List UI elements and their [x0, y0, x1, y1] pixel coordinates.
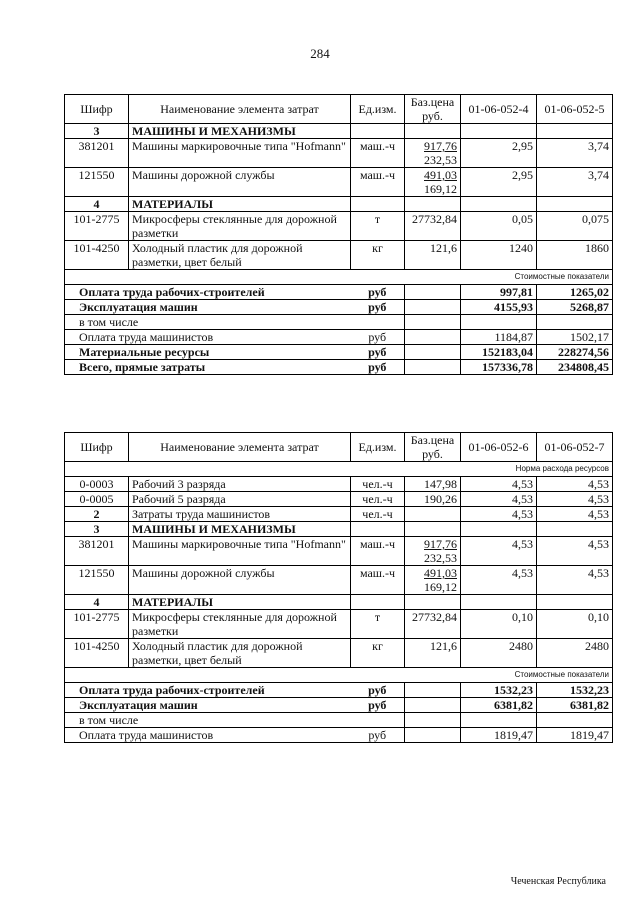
resource-norm-b: 4,53 [537, 537, 613, 566]
resource-norm-a: 0,10 [461, 610, 537, 639]
summary-unit: руб [351, 360, 405, 375]
resource-unit: кг [351, 639, 405, 668]
empty-cell [405, 345, 461, 360]
empty-cell [405, 728, 461, 743]
base-price-cell [405, 639, 461, 668]
section-header-row [65, 595, 613, 610]
resource-row [65, 639, 613, 668]
header-name: Наименование элемента затрат [129, 95, 351, 124]
resource-unit: т [351, 212, 405, 241]
empty-cell [405, 507, 461, 522]
resource-name: Машины маркировочные типа "Hofmann" [129, 139, 351, 168]
empty-cell [351, 595, 405, 610]
empty-cell [461, 522, 537, 537]
resource-name: Микросферы стеклянные для дорожной разметки [129, 212, 351, 241]
summary-value-b: 6381,82 [537, 698, 613, 713]
base-price-cell [405, 212, 461, 241]
empty-cell [461, 197, 537, 212]
resource-unit: маш.-ч [351, 139, 405, 168]
resource-name: Машины дорожной службы [129, 566, 351, 595]
empty-cell [351, 522, 405, 537]
summary-value-a [461, 713, 537, 728]
summary-value-b [537, 713, 613, 728]
base-price-value: 147,98 [405, 477, 461, 492]
summary-value-b: 234808,45 [537, 360, 613, 375]
summary-label: Оплата труда машинистов [65, 330, 351, 345]
summary-row [65, 360, 613, 375]
resource-name: Холодный пластик для дорожной разметки, цвет белый [129, 241, 351, 270]
resource-code: 381201 [65, 139, 129, 168]
summary-value-b: 228274,56 [537, 345, 613, 360]
summary-value-a: 997,81 [461, 285, 537, 300]
summary-unit [351, 315, 405, 330]
resource-name: Рабочий 5 разряда [129, 492, 351, 507]
footer-region: Чеченская Республика [510, 876, 606, 887]
resource-unit: маш.-ч [351, 537, 405, 566]
resource-unit: т [351, 610, 405, 639]
resource-unit: чел.-ч [351, 507, 405, 522]
resource-norm-b: 4,53 [537, 477, 613, 492]
resource-row [65, 168, 613, 197]
summary-value-a: 1532,23 [461, 683, 537, 698]
empty-cell [405, 197, 461, 212]
summary-value-b [537, 315, 613, 330]
base-price-sub-value: 169,12 [424, 580, 457, 594]
empty-cell [461, 595, 537, 610]
resource-norm-a: 2480 [461, 639, 537, 668]
summary-label: Эксплуатация машин [65, 300, 351, 315]
summary-unit: руб [351, 683, 405, 698]
header-base-price: Баз.цена руб. [405, 433, 461, 462]
section-header-row [65, 124, 613, 139]
base-price-value: 491,03 [424, 168, 457, 182]
resource-norm-b: 4,53 [537, 507, 613, 522]
table-header-row [65, 95, 613, 124]
summary-value-b: 1502,17 [537, 330, 613, 345]
summary-label: в том числе [65, 315, 351, 330]
section-title: МАШИНЫ И МЕХАНИЗМЫ [129, 522, 351, 537]
summary-row [65, 713, 613, 728]
summary-row [65, 345, 613, 360]
empty-cell [405, 595, 461, 610]
resource-unit: маш.-ч [351, 168, 405, 197]
section-header-row [65, 522, 613, 537]
summary-label: Всего, прямые затраты [65, 360, 351, 375]
resource-norm-b: 4,53 [537, 492, 613, 507]
resource-row [65, 212, 613, 241]
resource-code: 101-2775 [65, 212, 129, 241]
summary-row [65, 300, 613, 315]
base-price-value: 121,6 [430, 639, 457, 653]
base-price-value: 917,76 [424, 537, 457, 551]
band-row [65, 668, 613, 683]
page-number: 284 [310, 46, 330, 61]
section-number: 4 [65, 595, 129, 610]
summary-label: Оплата труда рабочих-строителей [65, 285, 351, 300]
machinist-labor-row [65, 507, 613, 522]
resource-norm-b: 0,075 [537, 212, 613, 241]
resource-code: 0-0003 [65, 477, 129, 492]
base-price-cell [405, 537, 461, 566]
resource-code: 381201 [65, 537, 129, 566]
base-price-value: 917,76 [424, 139, 457, 153]
summary-value-b: 1532,23 [537, 683, 613, 698]
summary-row [65, 683, 613, 698]
empty-cell [351, 197, 405, 212]
resource-norm-a: 4,53 [461, 537, 537, 566]
resource-name: Микросферы стеклянные для дорожной разметки [129, 610, 351, 639]
base-price-value: 491,03 [424, 566, 457, 580]
section-title: МАТЕРИАЛЫ [129, 197, 351, 212]
empty-cell [405, 683, 461, 698]
header-code: Шифр [65, 95, 129, 124]
resource-name: Холодный пластик для дорожной разметки, цвет белый [129, 639, 351, 668]
resource-norm-b: 2480 [537, 639, 613, 668]
resource-table-1 [64, 94, 613, 375]
resource-norm-a: 2,95 [461, 168, 537, 197]
summary-value-b: 1265,02 [537, 285, 613, 300]
resource-row [65, 610, 613, 639]
section-title: МАТЕРИАЛЫ [129, 595, 351, 610]
summary-label: Эксплуатация машин [65, 698, 351, 713]
summary-row [65, 315, 613, 330]
summary-value-a: 157336,78 [461, 360, 537, 375]
header-base-price: Баз.цена руб. [405, 95, 461, 124]
summary-label: Оплата труда машинистов [65, 728, 351, 743]
band-label: Норма расхода ресурсов [65, 462, 613, 477]
header-col-b: 01-06-052-7 [537, 433, 613, 462]
summary-value-a: 4155,93 [461, 300, 537, 315]
empty-cell [537, 124, 613, 139]
resource-norm-b: 0,10 [537, 610, 613, 639]
resource-norm-a: 4,53 [461, 492, 537, 507]
summary-unit: руб [351, 330, 405, 345]
resource-unit: маш.-ч [351, 566, 405, 595]
resource-norm-b: 3,74 [537, 139, 613, 168]
summary-unit: руб [351, 300, 405, 315]
resource-norm-a: 4,53 [461, 566, 537, 595]
resource-norm-a: 4,53 [461, 507, 537, 522]
header-code: Шифр [65, 433, 129, 462]
header-col-a: 01-06-052-4 [461, 95, 537, 124]
summary-row [65, 285, 613, 300]
base-price-sub-value: 232,53 [424, 551, 457, 565]
summary-unit: руб [351, 345, 405, 360]
base-price-cell [405, 139, 461, 168]
summary-value-a: 1184,87 [461, 330, 537, 345]
empty-cell [405, 360, 461, 375]
resource-code: 101-2775 [65, 610, 129, 639]
summary-unit: руб [351, 728, 405, 743]
resource-norm-b: 1860 [537, 241, 613, 270]
base-price-cell [405, 168, 461, 197]
resource-row [65, 139, 613, 168]
section-title: МАШИНЫ И МЕХАНИЗМЫ [129, 124, 351, 139]
section-number: 3 [65, 522, 129, 537]
resource-row [65, 241, 613, 270]
section-header-row [65, 197, 613, 212]
empty-cell [405, 300, 461, 315]
resource-name: Рабочий 3 разряда [129, 477, 351, 492]
summary-value-b: 1819,47 [537, 728, 613, 743]
resource-unit: кг [351, 241, 405, 270]
empty-cell [405, 713, 461, 728]
base-price-cell [405, 241, 461, 270]
base-price-value: 121,6 [430, 241, 457, 255]
resource-norm-a: 0,05 [461, 212, 537, 241]
resource-norm-a: 4,53 [461, 477, 537, 492]
section-number: 3 [65, 124, 129, 139]
header-unit: Ед.изм. [351, 95, 405, 124]
summary-unit [351, 713, 405, 728]
base-price-sub-value: 232,53 [424, 153, 457, 167]
summary-row [65, 330, 613, 345]
resource-row [65, 537, 613, 566]
section-number: 4 [65, 197, 129, 212]
empty-cell [461, 124, 537, 139]
summary-label: Материальные ресурсы [65, 345, 351, 360]
empty-cell [537, 197, 613, 212]
base-price-value: 190,26 [405, 492, 461, 507]
resource-unit: чел.-ч [351, 492, 405, 507]
summary-label: в том числе [65, 713, 351, 728]
summary-value-a: 152183,04 [461, 345, 537, 360]
header-name: Наименование элемента затрат [129, 433, 351, 462]
summary-label: Оплата труда рабочих-строителей [65, 683, 351, 698]
section-number: 2 [65, 507, 129, 522]
empty-cell [351, 124, 405, 139]
resource-norm-a: 2,95 [461, 139, 537, 168]
base-price-cell [405, 610, 461, 639]
summary-value-a [461, 315, 537, 330]
empty-cell [537, 522, 613, 537]
band-row [65, 270, 613, 285]
empty-cell [405, 124, 461, 139]
resource-code: 101-4250 [65, 639, 129, 668]
empty-cell [537, 595, 613, 610]
base-price-cell [405, 566, 461, 595]
header-col-b: 01-06-052-5 [537, 95, 613, 124]
summary-row [65, 698, 613, 713]
resource-norm-b: 3,74 [537, 168, 613, 197]
summary-unit: руб [351, 698, 405, 713]
worker-row [65, 477, 613, 492]
header-col-a: 01-06-052-6 [461, 433, 537, 462]
summary-value-a: 1819,47 [461, 728, 537, 743]
empty-cell [405, 330, 461, 345]
resource-code: 121550 [65, 168, 129, 197]
empty-cell [405, 315, 461, 330]
summary-value-b: 5268,87 [537, 300, 613, 315]
resource-row [65, 566, 613, 595]
summary-unit: руб [351, 285, 405, 300]
resource-name: Машины маркировочные типа "Hofmann" [129, 537, 351, 566]
table-header-row [65, 433, 613, 462]
summary-row [65, 728, 613, 743]
summary-value-a: 6381,82 [461, 698, 537, 713]
base-price-value: 27732,84 [412, 610, 457, 624]
resource-name: Затраты труда машинистов [129, 507, 351, 522]
empty-cell [405, 285, 461, 300]
band-row [65, 462, 613, 477]
worker-row [65, 492, 613, 507]
resource-unit: чел.-ч [351, 477, 405, 492]
resource-code: 0-0005 [65, 492, 129, 507]
empty-cell [405, 698, 461, 713]
base-price-sub-value: 169,12 [424, 182, 457, 196]
base-price-value: 27732,84 [412, 212, 457, 226]
resource-code: 121550 [65, 566, 129, 595]
resource-name: Машины дорожной службы [129, 168, 351, 197]
resource-table-2 [64, 432, 613, 743]
resource-norm-a: 1240 [461, 241, 537, 270]
band-label: Стоимостные показатели [65, 270, 613, 285]
header-unit: Ед.изм. [351, 433, 405, 462]
band-label: Стоимостные показатели [65, 668, 613, 683]
resource-code: 101-4250 [65, 241, 129, 270]
empty-cell [405, 522, 461, 537]
resource-norm-b: 4,53 [537, 566, 613, 595]
